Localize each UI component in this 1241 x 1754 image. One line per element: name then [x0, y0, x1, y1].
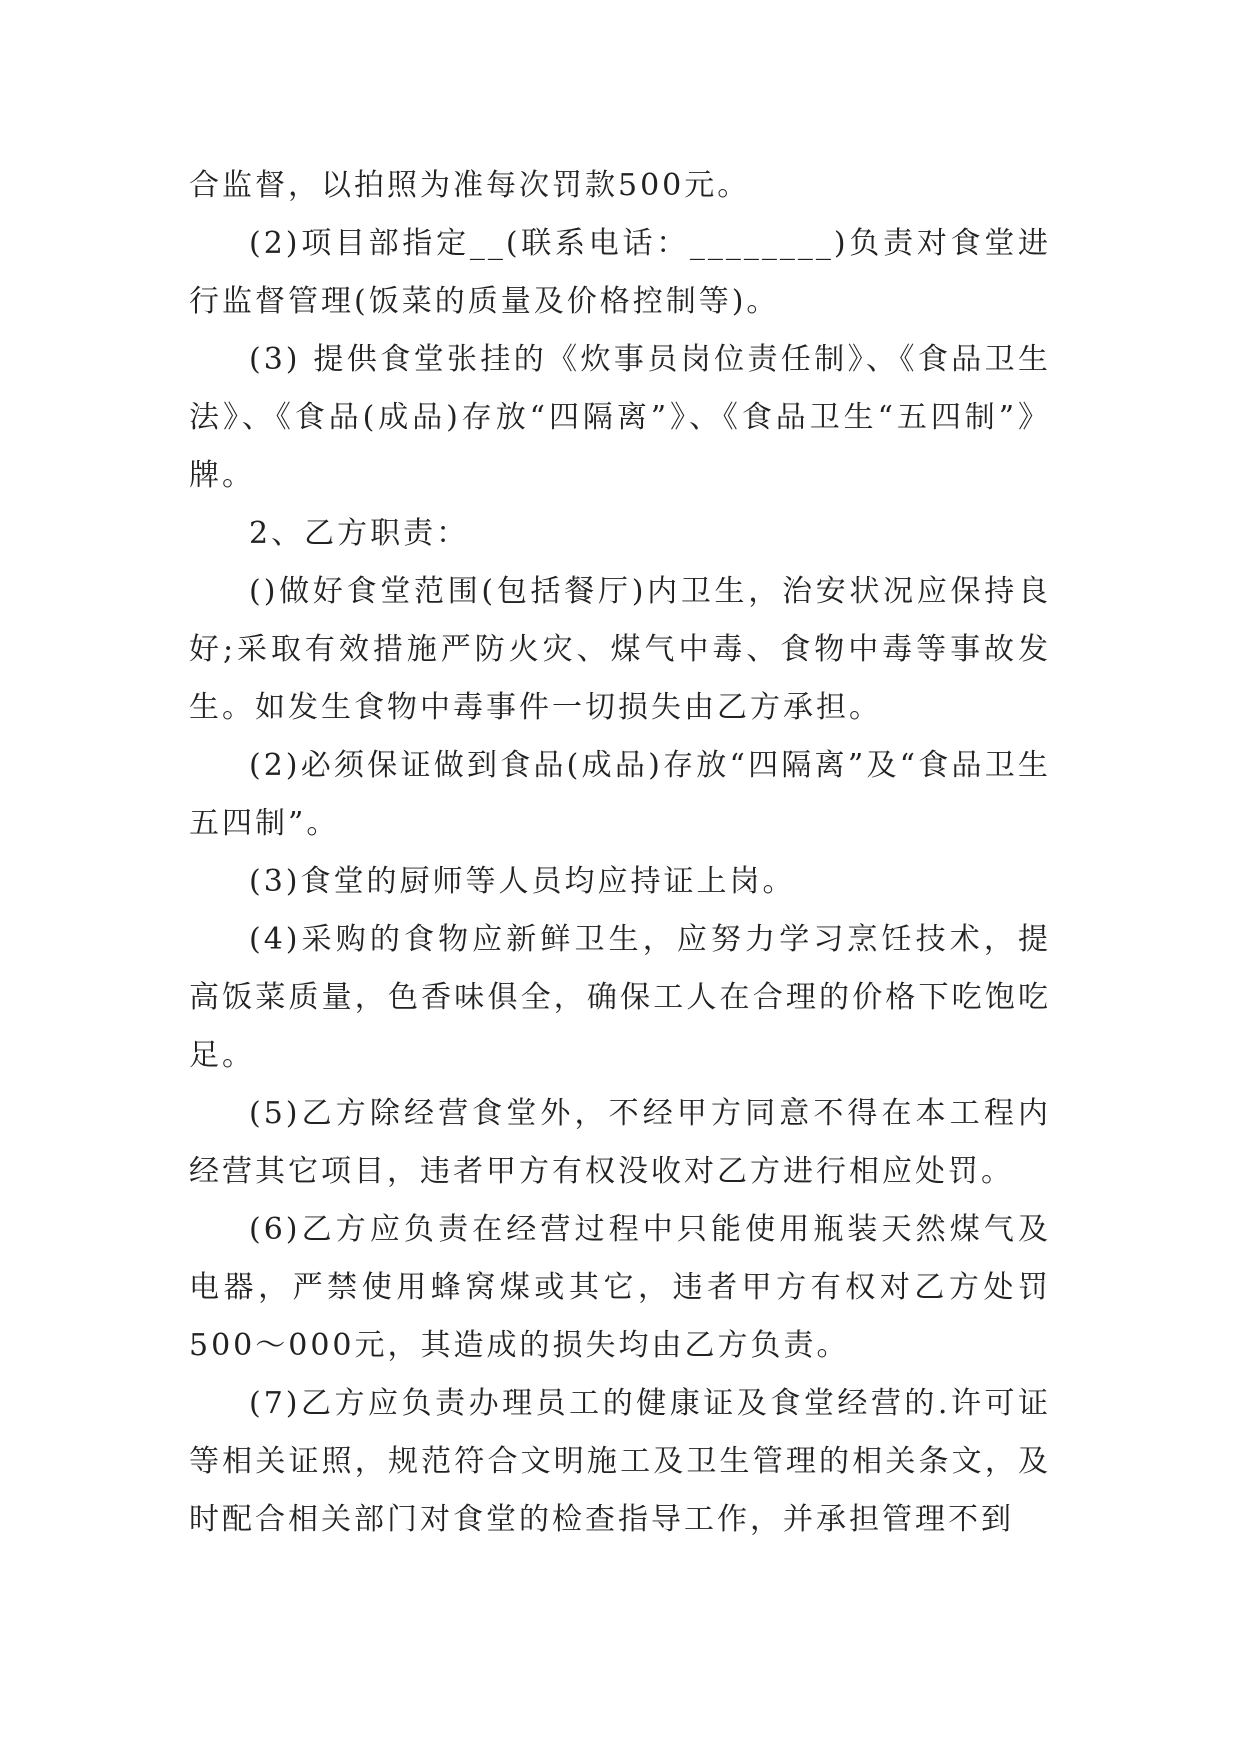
paragraph-duty-2-storage: (2)必须保证做到食品(成品)存放“四隔离”及“食品卫生五四制”。: [189, 748, 1051, 841]
paragraph-item-3-signboards: (3) 提供食堂张挂的《炊事员岗位责任制》、《食品卫生法》、《食品(成品)存放“四隔离”》、《食品卫生“五四制”》牌。: [189, 342, 1051, 493]
paragraph-item-2-contact: (2)项目部指定__(联系电话：________)负责对食堂进行监督管理(饭菜的质量及价格控制等)。: [189, 226, 1051, 319]
paragraph-duty-5-operations: (5)乙方除经营食堂外，不经甲方同意不得在本工程内经营其它项目，违者甲方有权没收对乙方进行相应处罚。: [189, 1096, 1051, 1189]
paragraph-duty-3-certification: (3)食堂的厨师等人员均应持证上岗。: [249, 864, 796, 899]
paragraph-duty-4-purchasing: (4)采购的食物应新鲜卫生，应努力学习烹饪技术，提高饭菜质量，色香味俱全，确保工人在合理的价格下吃饱吃足。: [189, 922, 1051, 1073]
paragraph-continuation: 合监督，以拍照为准每次罚款500元。: [189, 168, 751, 203]
section-heading-party-b-duties: 2、乙方职责：: [249, 516, 470, 551]
paragraph-duty-6-fuel: (6)乙方应负责在经营过程中只能使用瓶装天然煤气及电器，严禁使用蜂窝煤或其它，违者甲方有权对乙方处罚500～000元，其造成的损失均由乙方负责。: [189, 1212, 1051, 1363]
paragraph-duty-1-hygiene: ()做好食堂范围(包括餐厅)内卫生，治安状况应保持良好;采取有效措施严防火灾、煤气中毒、食物中毒等事故发生。如发生食物中毒事件一切损失由乙方承担。: [189, 574, 1051, 725]
document-body: [189, 157, 1051, 1549]
paragraph-duty-7-licensing: (7)乙方应负责办理员工的健康证及食堂经营的.许可证等相关证照，规范符合文明施工及卫生管理的相关条文，及时配合相关部门对食堂的检查指导工作，并承担管理不到: [189, 1386, 1051, 1537]
